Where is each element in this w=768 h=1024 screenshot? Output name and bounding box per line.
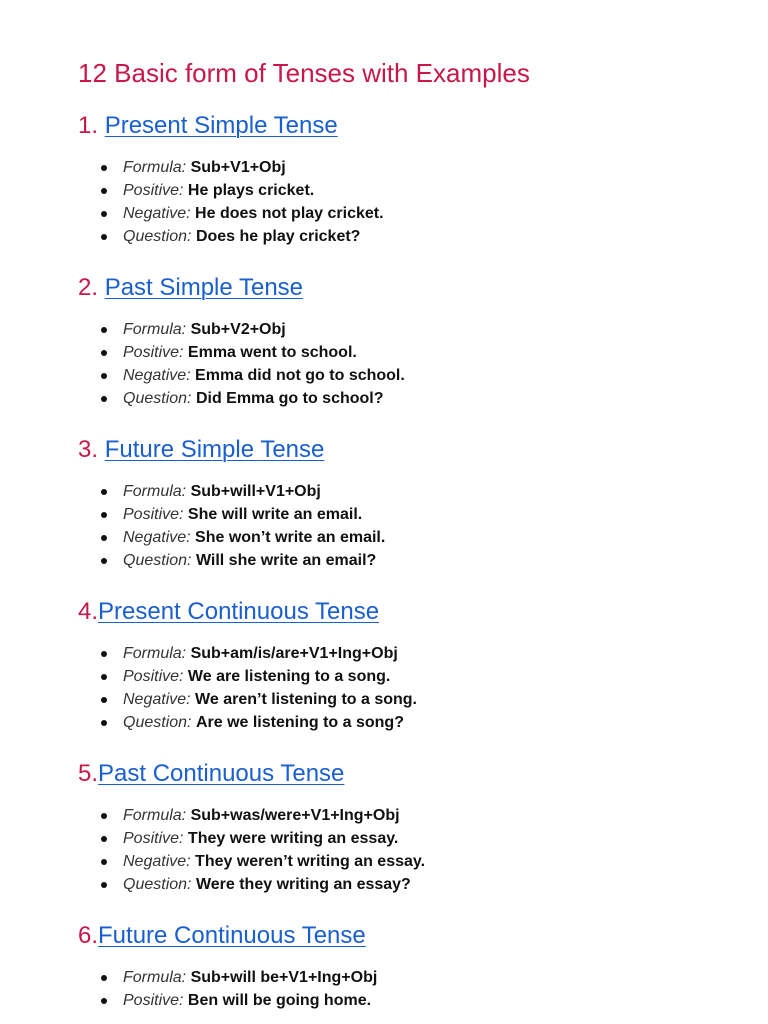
item-value: She won’t write an email. — [195, 529, 386, 546]
list-item — [78, 873, 738, 896]
list-item — [78, 480, 738, 503]
bullet-icon — [101, 211, 107, 217]
list-item — [78, 225, 738, 248]
item-label: Negative: — [123, 691, 191, 708]
item-value: She will write an email. — [187, 506, 363, 523]
example-list — [78, 318, 738, 410]
bullet-icon — [101, 350, 107, 356]
list-item — [78, 688, 738, 711]
bullet-icon — [101, 720, 107, 726]
item-value: They were writing an essay. — [187, 830, 399, 847]
item-label: Formula: — [123, 483, 187, 500]
bullet-icon — [101, 697, 107, 703]
item-value: We are listening to a song. — [187, 668, 391, 685]
bullet-icon — [101, 489, 107, 495]
section-heading — [78, 272, 738, 304]
bullet-icon — [101, 975, 107, 981]
future-continuous-tense-link[interactable]: Future Continuous Tense — [98, 922, 366, 949]
item-value: Sub+will be+V1+Ing+Obj — [190, 969, 378, 986]
list-item — [78, 804, 738, 827]
list-item — [78, 827, 738, 850]
item-label: Question: — [123, 714, 192, 731]
bullet-icon — [101, 674, 107, 680]
item-label: Positive: — [123, 992, 184, 1009]
item-label: Formula: — [123, 645, 187, 662]
item-value: He plays cricket. — [187, 182, 315, 199]
item-value: Will she write an email? — [195, 552, 377, 569]
list-item — [78, 202, 738, 225]
list-item — [78, 549, 738, 572]
bullet-icon — [101, 234, 107, 240]
bullet-icon — [101, 813, 107, 819]
list-item — [78, 503, 738, 526]
list-item — [78, 387, 738, 410]
item-label: Positive: — [123, 506, 184, 523]
bullet-icon — [101, 373, 107, 379]
present-continuous-tense-link[interactable]: Present Continuous Tense — [98, 598, 380, 625]
item-value: Emma did not go to school. — [195, 367, 405, 384]
item-value: Sub+V1+Obj — [190, 159, 286, 176]
item-label: Question: — [123, 228, 192, 245]
section-present-simple — [78, 110, 738, 248]
list-item — [78, 341, 738, 364]
section-future-simple — [78, 434, 738, 572]
list-item — [78, 156, 738, 179]
bullet-icon — [101, 859, 107, 865]
section-number: 4. — [78, 598, 99, 625]
item-label: Negative: — [123, 853, 191, 870]
section-present-continuous — [78, 596, 738, 734]
bullet-icon — [101, 836, 107, 842]
item-label: Negative: — [123, 367, 191, 384]
example-list — [78, 480, 738, 572]
bullet-icon — [101, 998, 107, 1004]
item-label: Positive: — [123, 182, 184, 199]
item-value: Sub+am/is/are+V1+Ing+Obj — [190, 645, 398, 662]
item-value: They weren’t writing an essay. — [195, 853, 426, 870]
item-label: Positive: — [123, 344, 184, 361]
section-number: 3. — [78, 436, 105, 463]
list-item — [78, 711, 738, 734]
list-item — [78, 966, 738, 989]
section-future-continuous — [78, 920, 738, 1012]
example-list — [78, 156, 738, 248]
item-label: Negative: — [123, 205, 191, 222]
section-heading — [78, 758, 738, 790]
list-item — [78, 318, 738, 341]
past-simple-tense-link[interactable]: Past Simple Tense — [104, 274, 304, 301]
item-label: Negative: — [123, 529, 191, 546]
bullet-icon — [101, 165, 107, 171]
future-simple-tense-link[interactable]: Future Simple Tense — [104, 436, 325, 463]
item-label: Formula: — [123, 159, 187, 176]
item-value: Ben will be going home. — [187, 992, 372, 1009]
section-heading — [78, 596, 738, 628]
bullet-icon — [101, 651, 107, 657]
bullet-icon — [101, 396, 107, 402]
list-item — [78, 642, 738, 665]
page-title: 12 Basic form of Tenses with Examples — [78, 58, 530, 88]
example-list — [78, 966, 738, 1012]
section-number: 6. — [78, 922, 99, 949]
item-label: Question: — [123, 390, 192, 407]
item-label: Positive: — [123, 830, 184, 847]
item-value: Sub+will+V1+Obj — [190, 483, 321, 500]
item-value: Sub+V2+Obj — [190, 321, 286, 338]
list-item — [78, 665, 738, 688]
section-past-continuous — [78, 758, 738, 896]
item-value: We aren’t listening to a song. — [195, 691, 417, 708]
item-label: Question: — [123, 876, 192, 893]
section-heading — [78, 920, 738, 952]
item-value: Did Emma go to school? — [195, 390, 384, 407]
list-item — [78, 364, 738, 387]
bullet-icon — [101, 882, 107, 888]
bullet-icon — [101, 512, 107, 518]
present-simple-tense-link[interactable]: Present Simple Tense — [104, 112, 338, 139]
bullet-icon — [101, 327, 107, 333]
item-value: Sub+was/were+V1+Ing+Obj — [190, 807, 400, 824]
item-label: Formula: — [123, 807, 187, 824]
section-heading — [78, 110, 738, 142]
list-item — [78, 850, 738, 873]
section-number: 2. — [78, 274, 105, 301]
bullet-icon — [101, 188, 107, 194]
section-number: 1. — [78, 112, 105, 139]
example-list — [78, 642, 738, 734]
item-label: Formula: — [123, 321, 187, 338]
list-item — [78, 526, 738, 549]
item-label: Formula: — [123, 969, 187, 986]
item-value: Does he play cricket? — [195, 228, 361, 245]
item-label: Positive: — [123, 668, 184, 685]
item-value: Are we listening to a song? — [195, 714, 404, 731]
bullet-icon — [101, 535, 107, 541]
section-heading — [78, 434, 738, 466]
item-value: He does not play cricket. — [195, 205, 384, 222]
example-list — [78, 804, 738, 896]
section-number: 5. — [78, 760, 99, 787]
item-label: Question: — [123, 552, 192, 569]
item-value: Emma went to school. — [187, 344, 357, 361]
list-item — [78, 989, 738, 1012]
section-past-simple — [78, 272, 738, 410]
item-value: Were they writing an essay? — [195, 876, 411, 893]
past-continuous-tense-link[interactable]: Past Continuous Tense — [98, 760, 345, 787]
bullet-icon — [101, 558, 107, 564]
list-item — [78, 179, 738, 202]
